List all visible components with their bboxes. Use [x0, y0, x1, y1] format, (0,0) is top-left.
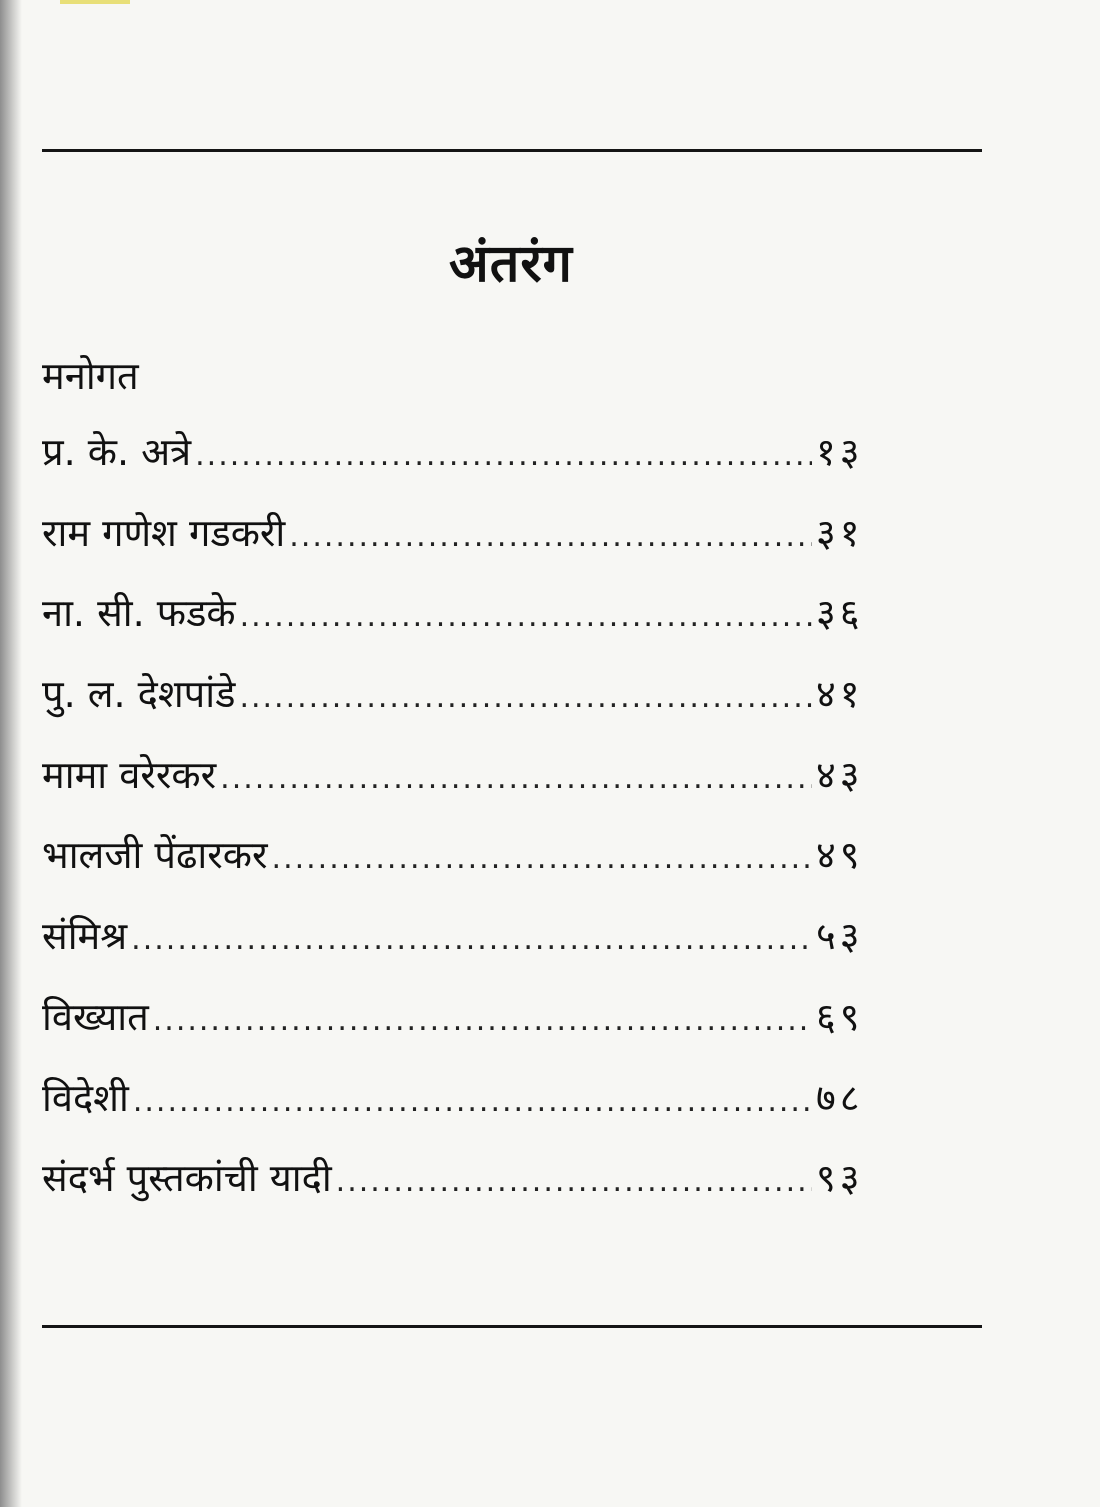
dot-leader	[153, 981, 812, 1062]
toc-entry	[42, 735, 882, 816]
toc-entry	[42, 412, 882, 493]
toc-page-number: ४३	[816, 752, 864, 797]
bottom-rule	[42, 1325, 982, 1328]
toc-entry-title: मामा वरेरकर	[42, 752, 217, 797]
dot-leader	[272, 819, 812, 900]
toc-entry	[42, 654, 882, 735]
toc-page-number: ६९	[816, 994, 864, 1039]
toc-entry-title: संमिश्र	[42, 914, 128, 959]
page-edge-shadow	[0, 0, 22, 1507]
toc-entry-title: ना. सी. फडके	[42, 591, 236, 636]
toc-page-number: ७८	[816, 1075, 864, 1120]
toc-entry-title: राम गणेश गडकरी	[42, 510, 286, 555]
toc-page-number: ३१	[816, 510, 864, 555]
toc-entry-title: भालजी पेंढारकर	[42, 833, 268, 878]
dot-leader	[131, 900, 812, 981]
table-of-contents	[42, 340, 882, 1219]
toc-entry	[42, 573, 882, 654]
dot-leader	[239, 658, 812, 739]
toc-page-number: १३	[816, 430, 864, 474]
toc-entry	[42, 815, 882, 896]
toc-page-number: ३६	[816, 591, 864, 636]
dot-leader	[220, 739, 812, 820]
dot-leader	[240, 577, 812, 658]
toc-entry	[42, 977, 882, 1058]
toc-entry	[42, 1058, 882, 1139]
top-rule	[42, 149, 982, 152]
dot-leader	[195, 416, 812, 497]
toc-page-number: ५३	[816, 914, 864, 959]
toc-page-number: ९३	[816, 1156, 864, 1201]
toc-page-number: ४९	[816, 833, 864, 878]
dot-leader	[289, 497, 812, 578]
toc-entry-title: प्र. के. अत्रे	[42, 430, 192, 474]
toc-entry-title: विदेशी	[42, 1075, 129, 1120]
toc-entry-title: विख्यात	[42, 994, 149, 1039]
toc-page-number: ४१	[816, 672, 864, 717]
preface-entry: मनोगत	[42, 354, 139, 398]
toc-entry	[42, 896, 882, 977]
dot-leader	[336, 1142, 812, 1223]
dot-leader	[133, 1062, 812, 1143]
contents-heading: अंतरंग	[449, 234, 573, 294]
corner-mark	[60, 0, 130, 4]
toc-entry	[42, 493, 882, 574]
toc-entry	[42, 1138, 882, 1219]
toc-entry-title: पु. ल. देशपांडे	[42, 672, 236, 717]
toc-entry-title: संदर्भ पुस्तकांची यादी	[42, 1156, 332, 1201]
